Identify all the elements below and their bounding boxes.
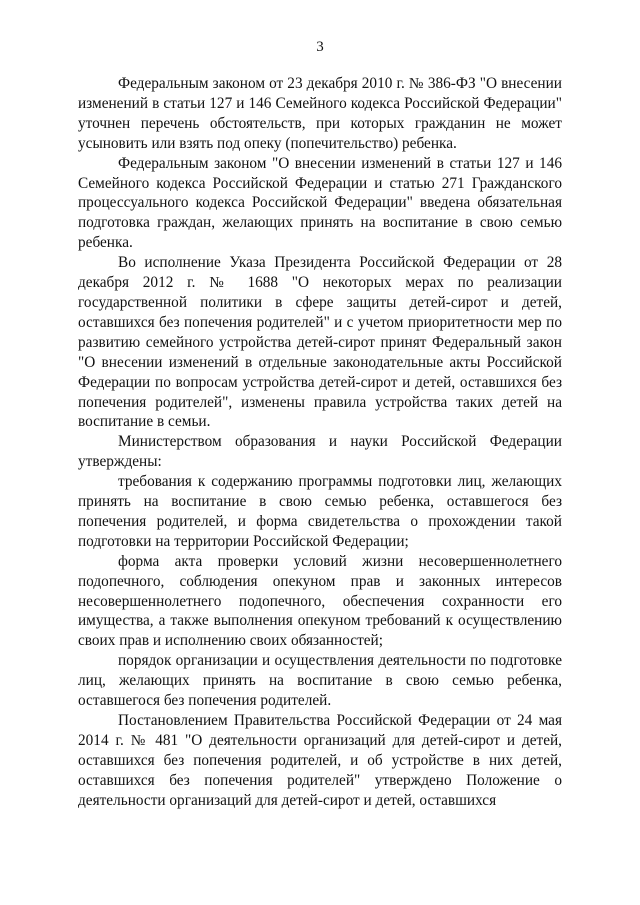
paragraph-training-requirements: требования к содержанию программы подготовки лиц, желающих принять на воспитание в свою семью ребенка, оставшегося без попечения родителей, и форма свидетельства о прохождении такой подготовки на территории Российской Федерации;: [78, 473, 562, 550]
paragraph-presidential-decree: Во исполнение Указа Президента Российской Федерации от 28 декабря 2012 г. № 1688 "О некоторых мерах по реализации государственной политики в сфере защиты детей-сирот и детей, оставшихся без попечения родителей" и с учетом приоритетности мер по развитию семейного устройства детей-сирот принят Федеральный закон "О внесении изменений в отдельные законодательные акты Российской Федерации по вопросам устройства детей-сирот и детей, оставшихся без попечения родителей", изменены правила устройства таких детей на воспитание в семьи.: [78, 254, 562, 431]
page-number: 3: [316, 39, 324, 55]
paragraph-training-procedure: порядок организации и осуществления деятельности по подготовке лиц, желающих принять на воспитание в свою семью ребенка, оставшегося без попечения родителей.: [78, 652, 562, 710]
paragraph-government-resolution: Постановлением Правительства Российской Федерации от 24 мая 2014 г. № 481 "О деятельности организаций для детей-сирот и детей, оставшихся без попечения родителей, и об устройстве в них детей, оставшихся без попечения родителей" утверждено Положение о деятельности организаций для детей-сирот и детей, оставшихся: [78, 712, 562, 809]
document-body: [78, 74, 562, 811]
paragraph-inspection-form: форма акта проверки условий жизни несовершеннолетнего подопечного, соблюдения опекуном прав и законных интересов несовершеннолетнего подопечного, обеспечения сохранности его имущества, а также выполнения опекуном требований к осуществлению своих прав и исполнению своих обязанностей;: [78, 552, 562, 650]
paragraph-ministry-approved: Министерством образования и науки Российской Федерации утверждены:: [78, 433, 562, 471]
paragraph-law-386fz: Федеральным законом от 23 декабря 2010 г. № 386-ФЗ "О внесении изменений в статьи 127 и 146 Семейного кодекса Российской Федерации" уточнен перечень обстоятельств, при которых гражданин не может усыновить или взять под опеку (попечительство) ребенка.: [78, 75, 562, 152]
paragraph-mandatory-training: Федеральным законом "О внесении изменений в статьи 127 и 146 Семейного кодекса Российской Федерации и статью 271 Гражданского процессуального кодекса Российской Федерации" введена обязательная подготовка граждан, желающих принять на воспитание в свою семью ребенка.: [78, 154, 562, 252]
